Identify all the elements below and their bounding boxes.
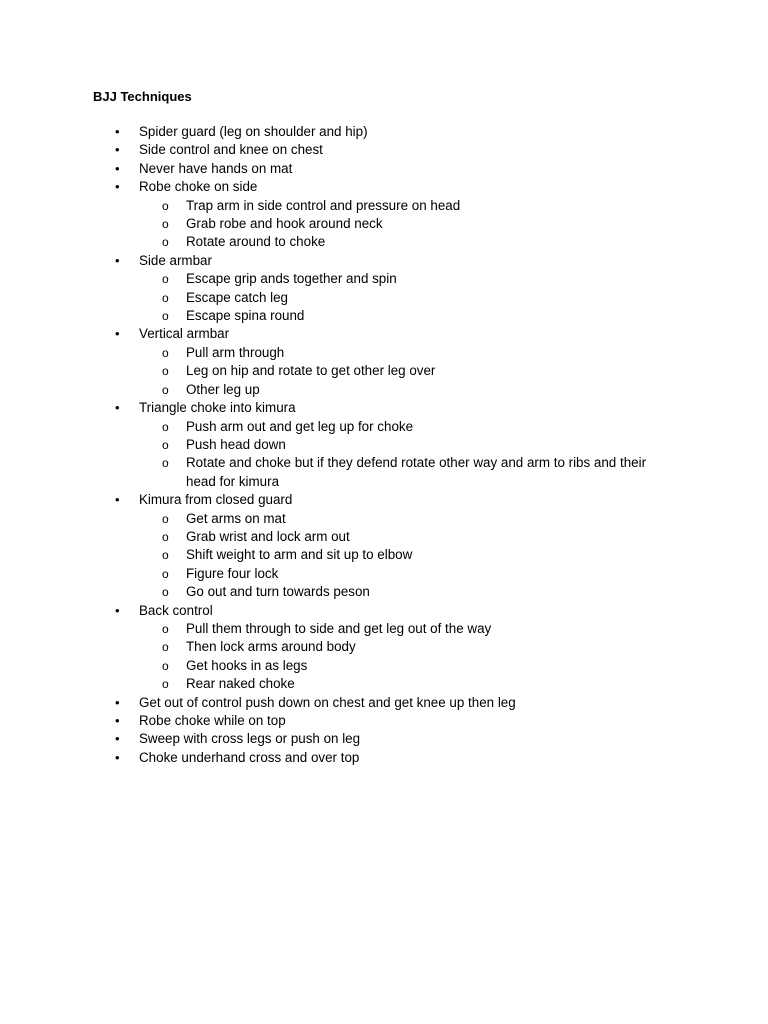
sub-bullet-icon: o bbox=[162, 272, 169, 287]
sub-list-item bbox=[0, 270, 656, 288]
list-item-text: Escape grip ands together and spin bbox=[186, 271, 397, 287]
list-item-text: Other leg up bbox=[186, 381, 260, 397]
sub-list-item bbox=[0, 381, 656, 399]
bullet-icon: • bbox=[115, 400, 120, 416]
list-item bbox=[0, 712, 768, 730]
bullet-icon: • bbox=[115, 179, 120, 195]
sub-bullet-icon: o bbox=[162, 309, 169, 324]
sub-list-item bbox=[0, 197, 656, 215]
sub-list-item bbox=[0, 620, 656, 638]
list-item-text: Kimura from closed guard bbox=[139, 492, 293, 508]
list-item-text: Escape spina round bbox=[186, 308, 305, 324]
list-item bbox=[0, 123, 768, 141]
list-item-text: Leg on hip and rotate to get other leg over bbox=[186, 363, 436, 379]
list-item-text: Go out and turn towards peson bbox=[186, 584, 370, 600]
bullet-icon: • bbox=[115, 713, 120, 728]
sub-bullet-icon: o bbox=[162, 677, 169, 692]
sub-bullet-icon: o bbox=[162, 419, 169, 434]
list-item bbox=[0, 160, 768, 178]
list-item-text: Robe choke while on top bbox=[139, 713, 286, 728]
list-item-text: Triangle choke into kimura bbox=[139, 400, 296, 416]
bullet-icon: • bbox=[115, 142, 120, 158]
bullet-icon: • bbox=[115, 749, 120, 765]
bullet-icon: • bbox=[115, 731, 120, 747]
list-item bbox=[0, 602, 768, 620]
sub-list-item bbox=[0, 233, 656, 251]
sub-bullet-icon: o bbox=[162, 456, 169, 471]
list-item-text: Get hooks in as legs bbox=[186, 657, 308, 673]
sub-bullet-icon: o bbox=[162, 529, 169, 544]
sub-list-item bbox=[0, 344, 656, 362]
sub-bullet-icon: o bbox=[162, 198, 169, 213]
sub-bullet-icon: o bbox=[162, 640, 169, 655]
sub-list-item bbox=[0, 675, 656, 693]
list-item-text: Side armbar bbox=[139, 252, 212, 268]
list-item bbox=[0, 491, 768, 509]
list-item-text: Sweep with cross legs or push on leg bbox=[139, 731, 361, 747]
list-item-text: Pull them through to side and get leg out of the way bbox=[186, 620, 492, 636]
bullet-icon: • bbox=[115, 124, 120, 139]
sub-bullet-icon: o bbox=[162, 585, 169, 600]
sub-bullet-icon: o bbox=[162, 345, 169, 360]
sub-bullet-icon: o bbox=[162, 621, 169, 636]
bullet-icon: • bbox=[115, 252, 120, 268]
list-item bbox=[0, 141, 768, 159]
list-item bbox=[0, 749, 768, 767]
sub-list-item bbox=[0, 546, 656, 564]
sub-list-item bbox=[0, 565, 656, 583]
list-item-text: Grab robe and hook around neck bbox=[186, 216, 383, 232]
list-item-text: Rear naked choke bbox=[186, 676, 295, 692]
list-item-text: Then lock arms around body bbox=[186, 639, 356, 655]
list-item-text: Rotate and choke but if they defend rotate other way and arm to ribs and their head for kimura bbox=[186, 455, 647, 489]
list-item-text: Never have hands on mat bbox=[139, 160, 293, 176]
sub-bullet-icon: o bbox=[162, 511, 169, 526]
list-item-text: Escape catch leg bbox=[186, 289, 288, 305]
sub-list-item bbox=[0, 454, 656, 491]
list-item-text: Robe choke on side bbox=[139, 179, 258, 195]
bullet-icon: • bbox=[115, 694, 120, 710]
list-item bbox=[0, 325, 768, 343]
list-item-text: Shift weight to arm and sit up to elbow bbox=[186, 547, 413, 563]
sub-list-item bbox=[0, 583, 656, 601]
sub-list-item bbox=[0, 215, 656, 233]
list-item-text: Trap arm in side control and pressure on head bbox=[186, 197, 461, 213]
list-item bbox=[0, 730, 768, 748]
bullet-icon: • bbox=[115, 602, 120, 618]
sub-list-item bbox=[0, 362, 656, 380]
technique-list bbox=[0, 123, 768, 767]
list-item-text: Side control and knee on chest bbox=[139, 142, 323, 158]
list-item-text: Push arm out and get leg up for choke bbox=[186, 418, 414, 434]
sub-bullet-icon: o bbox=[162, 217, 169, 232]
sub-bullet-icon: o bbox=[162, 290, 169, 305]
list-item-text: Choke underhand cross and over top bbox=[139, 749, 360, 765]
bullet-icon: • bbox=[115, 160, 120, 176]
sub-list-item bbox=[0, 510, 656, 528]
list-item-text: Figure four lock bbox=[186, 565, 279, 581]
sub-list-item bbox=[0, 418, 656, 436]
list-item-text: Back control bbox=[139, 602, 213, 618]
sub-bullet-icon: o bbox=[162, 566, 169, 581]
sub-list-item bbox=[0, 528, 656, 546]
list-item-text: Spider guard (leg on shoulder and hip) bbox=[139, 124, 368, 139]
list-item-text: Get arms on mat bbox=[186, 510, 286, 526]
list-item-text: Pull arm through bbox=[186, 344, 285, 360]
sub-bullet-icon: o bbox=[162, 437, 169, 452]
list-item-text: Grab wrist and lock arm out bbox=[186, 528, 350, 544]
list-item-text: Push head down bbox=[186, 436, 286, 452]
document-title: BJJ Techniques bbox=[93, 89, 192, 104]
sub-bullet-icon: o bbox=[162, 382, 169, 397]
sub-list-item bbox=[0, 436, 656, 454]
sub-list-item bbox=[0, 307, 656, 325]
sub-list-item bbox=[0, 657, 656, 675]
sub-bullet-icon: o bbox=[162, 658, 169, 673]
list-item bbox=[0, 694, 768, 712]
sub-list-item bbox=[0, 289, 656, 307]
list-item bbox=[0, 399, 768, 417]
list-item-text: Rotate around to choke bbox=[186, 234, 326, 250]
list-item-text: Get out of control push down on chest and get knee up then leg bbox=[139, 694, 516, 710]
sub-bullet-icon: o bbox=[162, 364, 169, 379]
list-item bbox=[0, 252, 768, 270]
list-item-text: Vertical armbar bbox=[139, 326, 230, 342]
sub-bullet-icon: o bbox=[162, 235, 169, 250]
bullet-icon: • bbox=[115, 326, 120, 342]
list-item bbox=[0, 178, 768, 196]
bullet-icon: • bbox=[115, 492, 120, 508]
sub-list-item bbox=[0, 638, 656, 656]
sub-bullet-icon: o bbox=[162, 548, 169, 563]
